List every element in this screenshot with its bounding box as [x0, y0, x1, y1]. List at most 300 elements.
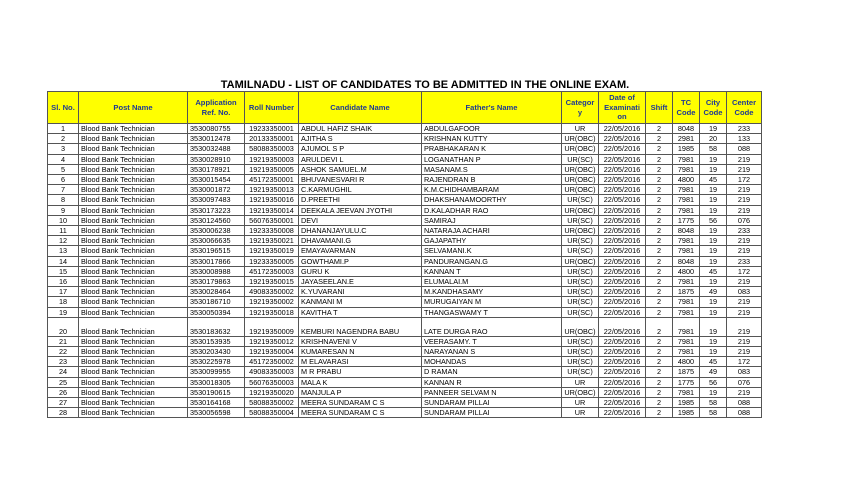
- sl-no-cell: 3: [48, 144, 79, 154]
- post-name-cell: Blood Bank Technician: [79, 277, 188, 287]
- application-ref-cell: 3530178921: [188, 164, 245, 174]
- roll-number-cell: 19219350005: [245, 164, 299, 174]
- table-row: [48, 377, 762, 387]
- center-code-cell: 233: [727, 124, 762, 134]
- application-ref-cell: 3530028910: [188, 154, 245, 164]
- application-ref-cell: 3530190615: [188, 387, 245, 397]
- header-post-name: Post Name: [79, 92, 188, 124]
- city-code-cell: 19: [700, 154, 727, 164]
- post-name-cell: Blood Bank Technician: [79, 236, 188, 246]
- exam-date-cell: 22/05/2016: [599, 297, 646, 307]
- candidate-name-cell: ARULDEVI L: [299, 154, 422, 164]
- center-code-cell: 076: [727, 377, 762, 387]
- city-code-cell: 45: [700, 357, 727, 367]
- roll-number-cell: 19219350016: [245, 195, 299, 205]
- fathers-name-cell: GAJAPATHY: [422, 236, 562, 246]
- table-row: [48, 124, 762, 134]
- category-cell: UR: [562, 398, 599, 408]
- exam-date-cell: 22/05/2016: [599, 246, 646, 256]
- category-cell: UR(SC): [562, 357, 599, 367]
- table-row: [48, 164, 762, 174]
- tc-code-cell: 1875: [673, 367, 700, 377]
- center-code-cell: 219: [727, 154, 762, 164]
- center-code-cell: 219: [727, 297, 762, 307]
- roll-number-cell: 49083350002: [245, 287, 299, 297]
- sl-no-cell: 28: [48, 408, 79, 418]
- table-row: [48, 266, 762, 276]
- table-row: [48, 317, 762, 336]
- exam-date-cell: 22/05/2016: [599, 277, 646, 287]
- application-ref-cell: 3530032488: [188, 144, 245, 154]
- post-name-cell: Blood Bank Technician: [79, 408, 188, 418]
- header-center-code: Center Code: [727, 92, 762, 124]
- fathers-name-cell: ABDULGAFOOR: [422, 124, 562, 134]
- candidate-name-cell: C.KARMUGHIL: [299, 185, 422, 195]
- fathers-name-cell: D.KALADHAR RAO: [422, 205, 562, 215]
- exam-date-cell: 22/05/2016: [599, 175, 646, 185]
- fathers-name-cell: VEERASAMY. T: [422, 336, 562, 346]
- fathers-name-cell: MURUGAIYAN M: [422, 297, 562, 307]
- candidate-name-cell: DEVI: [299, 215, 422, 225]
- fathers-name-cell: PANNEER SELVAM N: [422, 387, 562, 397]
- post-name-cell: Blood Bank Technician: [79, 367, 188, 377]
- tc-code-cell: 4800: [673, 175, 700, 185]
- table-row: [48, 287, 762, 297]
- post-name-cell: Blood Bank Technician: [79, 205, 188, 215]
- exam-date-cell: 22/05/2016: [599, 317, 646, 336]
- sl-no-cell: 17: [48, 287, 79, 297]
- candidate-name-cell: DHAVAMANI.G: [299, 236, 422, 246]
- exam-date-cell: 22/05/2016: [599, 195, 646, 205]
- shift-cell: 2: [646, 124, 673, 134]
- table-row: [48, 185, 762, 195]
- application-ref-cell: 3530097483: [188, 195, 245, 205]
- application-ref-cell: 3530173223: [188, 205, 245, 215]
- center-code-cell: 219: [727, 246, 762, 256]
- table-row: [48, 256, 762, 266]
- roll-number-cell: 19219350021: [245, 236, 299, 246]
- header-application-ref-no: Application Ref. No.: [188, 92, 245, 124]
- candidate-name-cell: GOWTHAMI.P: [299, 256, 422, 266]
- shift-cell: 2: [646, 175, 673, 185]
- candidate-name-cell: KEMBURI NAGENDRA BABU: [299, 317, 422, 336]
- shift-cell: 2: [646, 297, 673, 307]
- candidate-name-cell: D.PREETHI: [299, 195, 422, 205]
- application-ref-cell: 3530015454: [188, 175, 245, 185]
- candidate-name-cell: KUMARESAN N: [299, 347, 422, 357]
- center-code-cell: 219: [727, 307, 762, 317]
- category-cell: UR(SC): [562, 367, 599, 377]
- exam-date-cell: 22/05/2016: [599, 124, 646, 134]
- post-name-cell: Blood Bank Technician: [79, 297, 188, 307]
- sl-no-cell: 27: [48, 398, 79, 408]
- center-code-cell: 172: [727, 266, 762, 276]
- application-ref-cell: 3530017866: [188, 256, 245, 266]
- application-ref-cell: 3530018305: [188, 377, 245, 387]
- tc-code-cell: 7981: [673, 297, 700, 307]
- shift-cell: 2: [646, 377, 673, 387]
- sl-no-cell: 19: [48, 307, 79, 317]
- category-cell: UR(SC): [562, 195, 599, 205]
- table-header-row: [48, 92, 762, 124]
- roll-number-cell: 19219350013: [245, 185, 299, 195]
- roll-number-cell: 58088350003: [245, 144, 299, 154]
- post-name-cell: Blood Bank Technician: [79, 398, 188, 408]
- category-cell: UR(OBC): [562, 164, 599, 174]
- table-row: [48, 236, 762, 246]
- table-row: [48, 336, 762, 346]
- table-row: [48, 144, 762, 154]
- category-cell: UR(OBC): [562, 175, 599, 185]
- roll-number-cell: 45172350002: [245, 357, 299, 367]
- fathers-name-cell: SUNDARAM PILLAI: [422, 398, 562, 408]
- tc-code-cell: 2981: [673, 134, 700, 144]
- city-code-cell: 19: [700, 277, 727, 287]
- center-code-cell: 233: [727, 226, 762, 236]
- roll-number-cell: 19219350019: [245, 246, 299, 256]
- table-row: [48, 347, 762, 357]
- application-ref-cell: 3530203430: [188, 347, 245, 357]
- fathers-name-cell: SAMIRAJ: [422, 215, 562, 225]
- post-name-cell: Blood Bank Technician: [79, 164, 188, 174]
- tc-code-cell: 8048: [673, 124, 700, 134]
- tc-code-cell: 7981: [673, 164, 700, 174]
- tc-code-cell: 7981: [673, 336, 700, 346]
- category-cell: UR: [562, 408, 599, 418]
- tc-code-cell: 7981: [673, 317, 700, 336]
- city-code-cell: 20: [700, 134, 727, 144]
- tc-code-cell: 1985: [673, 408, 700, 418]
- header-shift: Shift: [646, 92, 673, 124]
- exam-date-cell: 22/05/2016: [599, 347, 646, 357]
- candidate-name-cell: K.YUVARANI: [299, 287, 422, 297]
- category-cell: UR(SC): [562, 277, 599, 287]
- tc-code-cell: 1775: [673, 215, 700, 225]
- category-cell: UR: [562, 124, 599, 134]
- post-name-cell: Blood Bank Technician: [79, 387, 188, 397]
- exam-date-cell: 22/05/2016: [599, 236, 646, 246]
- fathers-name-cell: K.M.CHIDHAMBARAM: [422, 185, 562, 195]
- fathers-name-cell: NATARAJA ACHARI: [422, 226, 562, 236]
- exam-date-cell: 22/05/2016: [599, 215, 646, 225]
- fathers-name-cell: D RAMAN: [422, 367, 562, 377]
- sl-no-cell: 14: [48, 256, 79, 266]
- fathers-name-cell: KANNAN R: [422, 377, 562, 387]
- shift-cell: 2: [646, 215, 673, 225]
- roll-number-cell: 20133350001: [245, 134, 299, 144]
- exam-date-cell: 22/05/2016: [599, 357, 646, 367]
- page-title: TAMILNADU - LIST OF CANDIDATES TO BE ADMITTED IN THE ONLINE EXAM.: [220, 79, 630, 91]
- tc-code-cell: 1775: [673, 377, 700, 387]
- roll-number-cell: 19233350008: [245, 226, 299, 236]
- sl-no-cell: 4: [48, 154, 79, 164]
- center-code-cell: 172: [727, 357, 762, 367]
- fathers-name-cell: KANNAN T: [422, 266, 562, 276]
- table-row: [48, 154, 762, 164]
- sl-no-cell: 11: [48, 226, 79, 236]
- tc-code-cell: 7981: [673, 205, 700, 215]
- shift-cell: 2: [646, 226, 673, 236]
- category-cell: UR(SC): [562, 347, 599, 357]
- sl-no-cell: 22: [48, 347, 79, 357]
- exam-date-cell: 22/05/2016: [599, 256, 646, 266]
- city-code-cell: 58: [700, 144, 727, 154]
- city-code-cell: 19: [700, 226, 727, 236]
- sl-no-cell: 21: [48, 336, 79, 346]
- header-sl-no: Sl. No.: [48, 92, 79, 124]
- category-cell: UR(OBC): [562, 387, 599, 397]
- shift-cell: 2: [646, 287, 673, 297]
- table-row: [48, 246, 762, 256]
- tc-code-cell: 7981: [673, 236, 700, 246]
- sl-no-cell: 16: [48, 277, 79, 287]
- exam-date-cell: 22/05/2016: [599, 154, 646, 164]
- table-row: [48, 408, 762, 418]
- post-name-cell: Blood Bank Technician: [79, 377, 188, 387]
- city-code-cell: 19: [700, 387, 727, 397]
- candidate-name-cell: M ELAVARASI: [299, 357, 422, 367]
- fathers-name-cell: MASANAM.S: [422, 164, 562, 174]
- city-code-cell: 49: [700, 367, 727, 377]
- sl-no-cell: 2: [48, 134, 79, 144]
- city-code-cell: 19: [700, 297, 727, 307]
- table-row: [48, 215, 762, 225]
- candidate-name-cell: MANJULA P: [299, 387, 422, 397]
- center-code-cell: 219: [727, 336, 762, 346]
- exam-date-cell: 22/05/2016: [599, 205, 646, 215]
- table-row: [48, 195, 762, 205]
- roll-number-cell: 19233350005: [245, 256, 299, 266]
- shift-cell: 2: [646, 266, 673, 276]
- table-row: [48, 226, 762, 236]
- sl-no-cell: 23: [48, 357, 79, 367]
- candidate-name-cell: KAVITHA T: [299, 307, 422, 317]
- tc-code-cell: 7981: [673, 195, 700, 205]
- tc-code-cell: 7981: [673, 277, 700, 287]
- application-ref-cell: 3530196515: [188, 246, 245, 256]
- exam-date-cell: 22/05/2016: [599, 144, 646, 154]
- candidate-name-cell: DEEKALA JEEVAN JYOTHI: [299, 205, 422, 215]
- category-cell: UR(OBC): [562, 134, 599, 144]
- table-row: [48, 307, 762, 317]
- application-ref-cell: 3530006238: [188, 226, 245, 236]
- sl-no-cell: 5: [48, 164, 79, 174]
- exam-date-cell: 22/05/2016: [599, 408, 646, 418]
- category-cell: UR(SC): [562, 246, 599, 256]
- candidate-name-cell: EMAYAVARMAN: [299, 246, 422, 256]
- roll-number-cell: 19219350015: [245, 277, 299, 287]
- shift-cell: 2: [646, 134, 673, 144]
- shift-cell: 2: [646, 398, 673, 408]
- city-code-cell: 19: [700, 185, 727, 195]
- table-row: [48, 175, 762, 185]
- category-cell: UR(SC): [562, 236, 599, 246]
- sl-no-cell: 18: [48, 297, 79, 307]
- candidate-name-cell: ASHOK SAMUEL.M: [299, 164, 422, 174]
- roll-number-cell: 19219350002: [245, 297, 299, 307]
- sl-no-cell: 10: [48, 215, 79, 225]
- header-candidate-name: Candidate Name: [299, 92, 422, 124]
- roll-number-cell: 45172350001: [245, 175, 299, 185]
- center-code-cell: 219: [727, 195, 762, 205]
- category-cell: UR(OBC): [562, 185, 599, 195]
- sl-no-cell: 26: [48, 387, 79, 397]
- fathers-name-cell: SELVAMANI.K: [422, 246, 562, 256]
- roll-number-cell: 45172350003: [245, 266, 299, 276]
- table-row: [48, 357, 762, 367]
- candidate-name-cell: KANMANI M: [299, 297, 422, 307]
- category-cell: UR(SC): [562, 336, 599, 346]
- fathers-name-cell: MOHANDAS: [422, 357, 562, 367]
- post-name-cell: Blood Bank Technician: [79, 226, 188, 236]
- shift-cell: 2: [646, 317, 673, 336]
- exam-date-cell: 22/05/2016: [599, 398, 646, 408]
- sl-no-cell: 20: [48, 317, 79, 336]
- roll-number-cell: 19219350014: [245, 205, 299, 215]
- post-name-cell: Blood Bank Technician: [79, 175, 188, 185]
- city-code-cell: 19: [700, 195, 727, 205]
- category-cell: UR(OBC): [562, 256, 599, 266]
- city-code-cell: 19: [700, 246, 727, 256]
- candidate-name-cell: M R PRABU: [299, 367, 422, 377]
- category-cell: UR(SC): [562, 154, 599, 164]
- category-cell: UR(SC): [562, 215, 599, 225]
- application-ref-cell: 3530066635: [188, 236, 245, 246]
- fathers-name-cell: RAJENDRAN B: [422, 175, 562, 185]
- exam-date-cell: 22/05/2016: [599, 387, 646, 397]
- exam-date-cell: 22/05/2016: [599, 226, 646, 236]
- application-ref-cell: 3530099955: [188, 367, 245, 377]
- post-name-cell: Blood Bank Technician: [79, 246, 188, 256]
- candidate-name-cell: ABDUL HAFIZ SHAIK: [299, 124, 422, 134]
- tc-code-cell: 7981: [673, 307, 700, 317]
- post-name-cell: Blood Bank Technician: [79, 256, 188, 266]
- exam-date-cell: 22/05/2016: [599, 164, 646, 174]
- exam-date-cell: 22/05/2016: [599, 185, 646, 195]
- post-name-cell: Blood Bank Technician: [79, 347, 188, 357]
- exam-date-cell: 22/05/2016: [599, 287, 646, 297]
- roll-number-cell: 58088350004: [245, 408, 299, 418]
- post-name-cell: Blood Bank Technician: [79, 357, 188, 367]
- category-cell: UR(OBC): [562, 226, 599, 236]
- exam-date-cell: 22/05/2016: [599, 367, 646, 377]
- application-ref-cell: 3530183632: [188, 317, 245, 336]
- shift-cell: 2: [646, 408, 673, 418]
- shift-cell: 2: [646, 195, 673, 205]
- tc-code-cell: 1985: [673, 398, 700, 408]
- center-code-cell: 172: [727, 175, 762, 185]
- fathers-name-cell: KRISHNAN KUTTY: [422, 134, 562, 144]
- category-cell: UR(SC): [562, 266, 599, 276]
- application-ref-cell: 3530153935: [188, 336, 245, 346]
- table-row: [48, 134, 762, 144]
- application-ref-cell: 3530012478: [188, 134, 245, 144]
- post-name-cell: Blood Bank Technician: [79, 124, 188, 134]
- application-ref-cell: 3530028464: [188, 287, 245, 297]
- center-code-cell: 088: [727, 144, 762, 154]
- tc-code-cell: 7981: [673, 246, 700, 256]
- center-code-cell: 219: [727, 347, 762, 357]
- roll-number-cell: 56076350003: [245, 377, 299, 387]
- candidate-name-cell: MEERA SUNDARAM C S: [299, 408, 422, 418]
- shift-cell: 2: [646, 205, 673, 215]
- application-ref-cell: 3530179863: [188, 277, 245, 287]
- application-ref-cell: 3530164168: [188, 398, 245, 408]
- center-code-cell: 088: [727, 398, 762, 408]
- roll-number-cell: 58088350002: [245, 398, 299, 408]
- shift-cell: 2: [646, 236, 673, 246]
- roll-number-cell: 19219350020: [245, 387, 299, 397]
- fathers-name-cell: LOGANATHAN P: [422, 154, 562, 164]
- tc-code-cell: 4800: [673, 357, 700, 367]
- tc-code-cell: 1985: [673, 144, 700, 154]
- roll-number-cell: 19219350012: [245, 336, 299, 346]
- application-ref-cell: 3530001872: [188, 185, 245, 195]
- post-name-cell: Blood Bank Technician: [79, 317, 188, 336]
- city-code-cell: 45: [700, 266, 727, 276]
- city-code-cell: 19: [700, 124, 727, 134]
- shift-cell: 2: [646, 336, 673, 346]
- table-row: [48, 398, 762, 408]
- center-code-cell: 219: [727, 164, 762, 174]
- tc-code-cell: 7981: [673, 154, 700, 164]
- post-name-cell: Blood Bank Technician: [79, 144, 188, 154]
- shift-cell: 2: [646, 307, 673, 317]
- center-code-cell: 219: [727, 317, 762, 336]
- sl-no-cell: 7: [48, 185, 79, 195]
- fathers-name-cell: NARAYANAN S: [422, 347, 562, 357]
- candidate-name-cell: MEERA SUNDARAM C S: [299, 398, 422, 408]
- center-code-cell: 219: [727, 185, 762, 195]
- header-date-of-examination: Date of Examinati on: [599, 92, 646, 124]
- post-name-cell: Blood Bank Technician: [79, 134, 188, 144]
- city-code-cell: 56: [700, 377, 727, 387]
- table-row: [48, 205, 762, 215]
- exam-date-cell: 22/05/2016: [599, 336, 646, 346]
- shift-cell: 2: [646, 246, 673, 256]
- roll-number-cell: 19219350009: [245, 317, 299, 336]
- category-cell: UR(OBC): [562, 205, 599, 215]
- tc-code-cell: 7981: [673, 347, 700, 357]
- city-code-cell: 19: [700, 336, 727, 346]
- application-ref-cell: 3530124560: [188, 215, 245, 225]
- sl-no-cell: 6: [48, 175, 79, 185]
- category-cell: UR(OBC): [562, 144, 599, 154]
- table-row: [48, 367, 762, 377]
- roll-number-cell: 19219350018: [245, 307, 299, 317]
- center-code-cell: 088: [727, 408, 762, 418]
- exam-date-cell: 22/05/2016: [599, 266, 646, 276]
- city-code-cell: 45: [700, 175, 727, 185]
- category-cell: UR(SC): [562, 287, 599, 297]
- tc-code-cell: 4800: [673, 266, 700, 276]
- city-code-cell: 19: [700, 205, 727, 215]
- candidates-table: [47, 91, 762, 418]
- fathers-name-cell: PRABHAKARAN K: [422, 144, 562, 154]
- center-code-cell: 219: [727, 387, 762, 397]
- table-row: [48, 297, 762, 307]
- application-ref-cell: 3530186710: [188, 297, 245, 307]
- application-ref-cell: 3530080755: [188, 124, 245, 134]
- city-code-cell: 19: [700, 164, 727, 174]
- header-fathers-name: Father's Name: [422, 92, 562, 124]
- city-code-cell: 19: [700, 307, 727, 317]
- header-category: Categor y: [562, 92, 599, 124]
- center-code-cell: 076: [727, 215, 762, 225]
- fathers-name-cell: DHAKSHANAMOORTHY: [422, 195, 562, 205]
- exam-date-cell: 22/05/2016: [599, 377, 646, 387]
- center-code-cell: 219: [727, 205, 762, 215]
